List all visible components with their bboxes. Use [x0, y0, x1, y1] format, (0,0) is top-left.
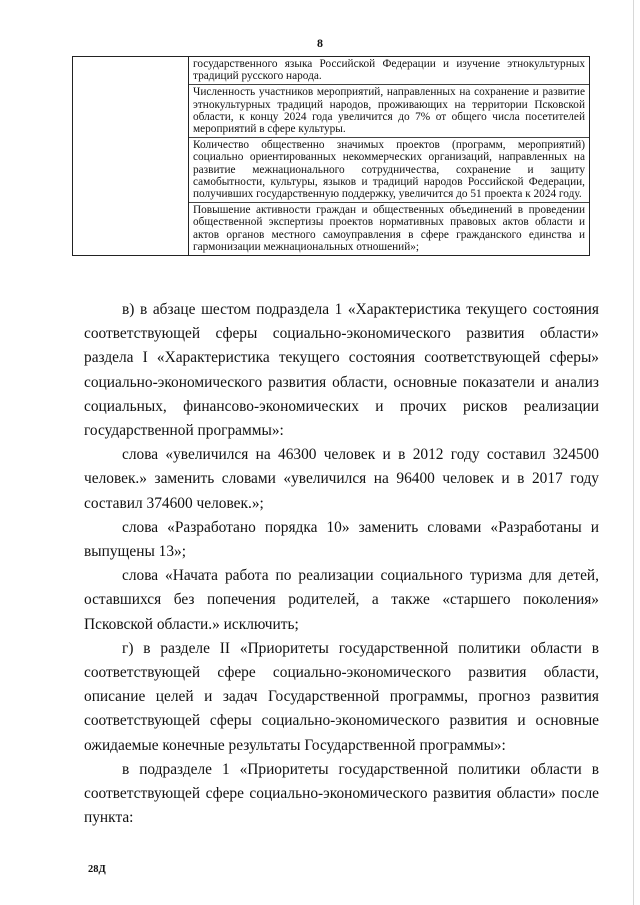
document-body	[84, 298, 599, 830]
paragraph-words-1: слова «увеличился на 46300 человек и в 2012 году составил 324500 человек.» заменить словами «увеличился на 96400 человек и в 2017 году составил 374600 человек.»;	[84, 446, 599, 512]
table-cell: государственного языка Российской Федерации и изучение этнокультурных традиций русского народа.	[189, 57, 589, 85]
paragraph-words-3: слова «Начата работа по реализации социального туризма для детей, оставшихся без попечения родителей, а также «старшего поколения» Псковской области.» исключить;	[84, 567, 599, 633]
table-cell: Численность участников мероприятий, направленных на сохранение и развитие этнокультурных традиций народов, проживающих на территории Псковской области, к концу 2024 года увеличится до 7% от общего числа посетителей мероприятий в сфере культуры.	[189, 85, 589, 138]
table-cell: Количество общественно значимых проектов (программ, мероприятий) социально ориентированных некоммерческих организаций, направленных на развитие межнационального сотрудничества, сохранение и защиту самобытности, культуры, языков и традиций народов Российской Федерации, получивших государственную поддержку, увеличится до 51 проекта к 2024 году.	[189, 138, 589, 203]
paragraph-words-2: слова «Разработано порядка 10» заменить словами «Разработаны и выпущены 13»;	[84, 518, 599, 561]
paragraph-v: в) в абзаце шестом подраздела 1 «Характеристика текущего состояния соответствующей сферы социально-экономического развития области» раздела I «Характеристика текущего состояния соответствующей сферы» социально-экономического развития области, основные показатели и анализ социальных, финансово-экономических и прочих рисков реализации государственной программы»:	[84, 301, 599, 440]
indicators-table	[72, 56, 590, 256]
table-cell: Повышение активности граждан и общественных объединений в проведении общественной экспертизы проектов нормативных правовых актов области и актов органов местного самоуправления в сфере гражданского единства и гармонизации межнациональных отношений»;	[193, 204, 585, 253]
page-number: 8	[317, 36, 323, 50]
table-right-column	[189, 57, 589, 255]
paragraph-subsection: в подразделе 1 «Приоритеты государственной политики области в соответствующей сфере социально-экономического развития области» после пункта:	[84, 760, 599, 827]
paragraph-g: г) в разделе II «Приоритеты государственной политики области в соответствующей сфере социально-экономического развития области, описание целей и задач Государственной программы, прогноз развития соответствующей сферы социально-экономического развития и основные ожидаемые конечные результаты Государственной программы»:	[84, 639, 599, 754]
scan-edge-line	[633, 0, 634, 905]
table-left-column	[73, 57, 189, 255]
footer-code: 28Д	[88, 864, 106, 875]
